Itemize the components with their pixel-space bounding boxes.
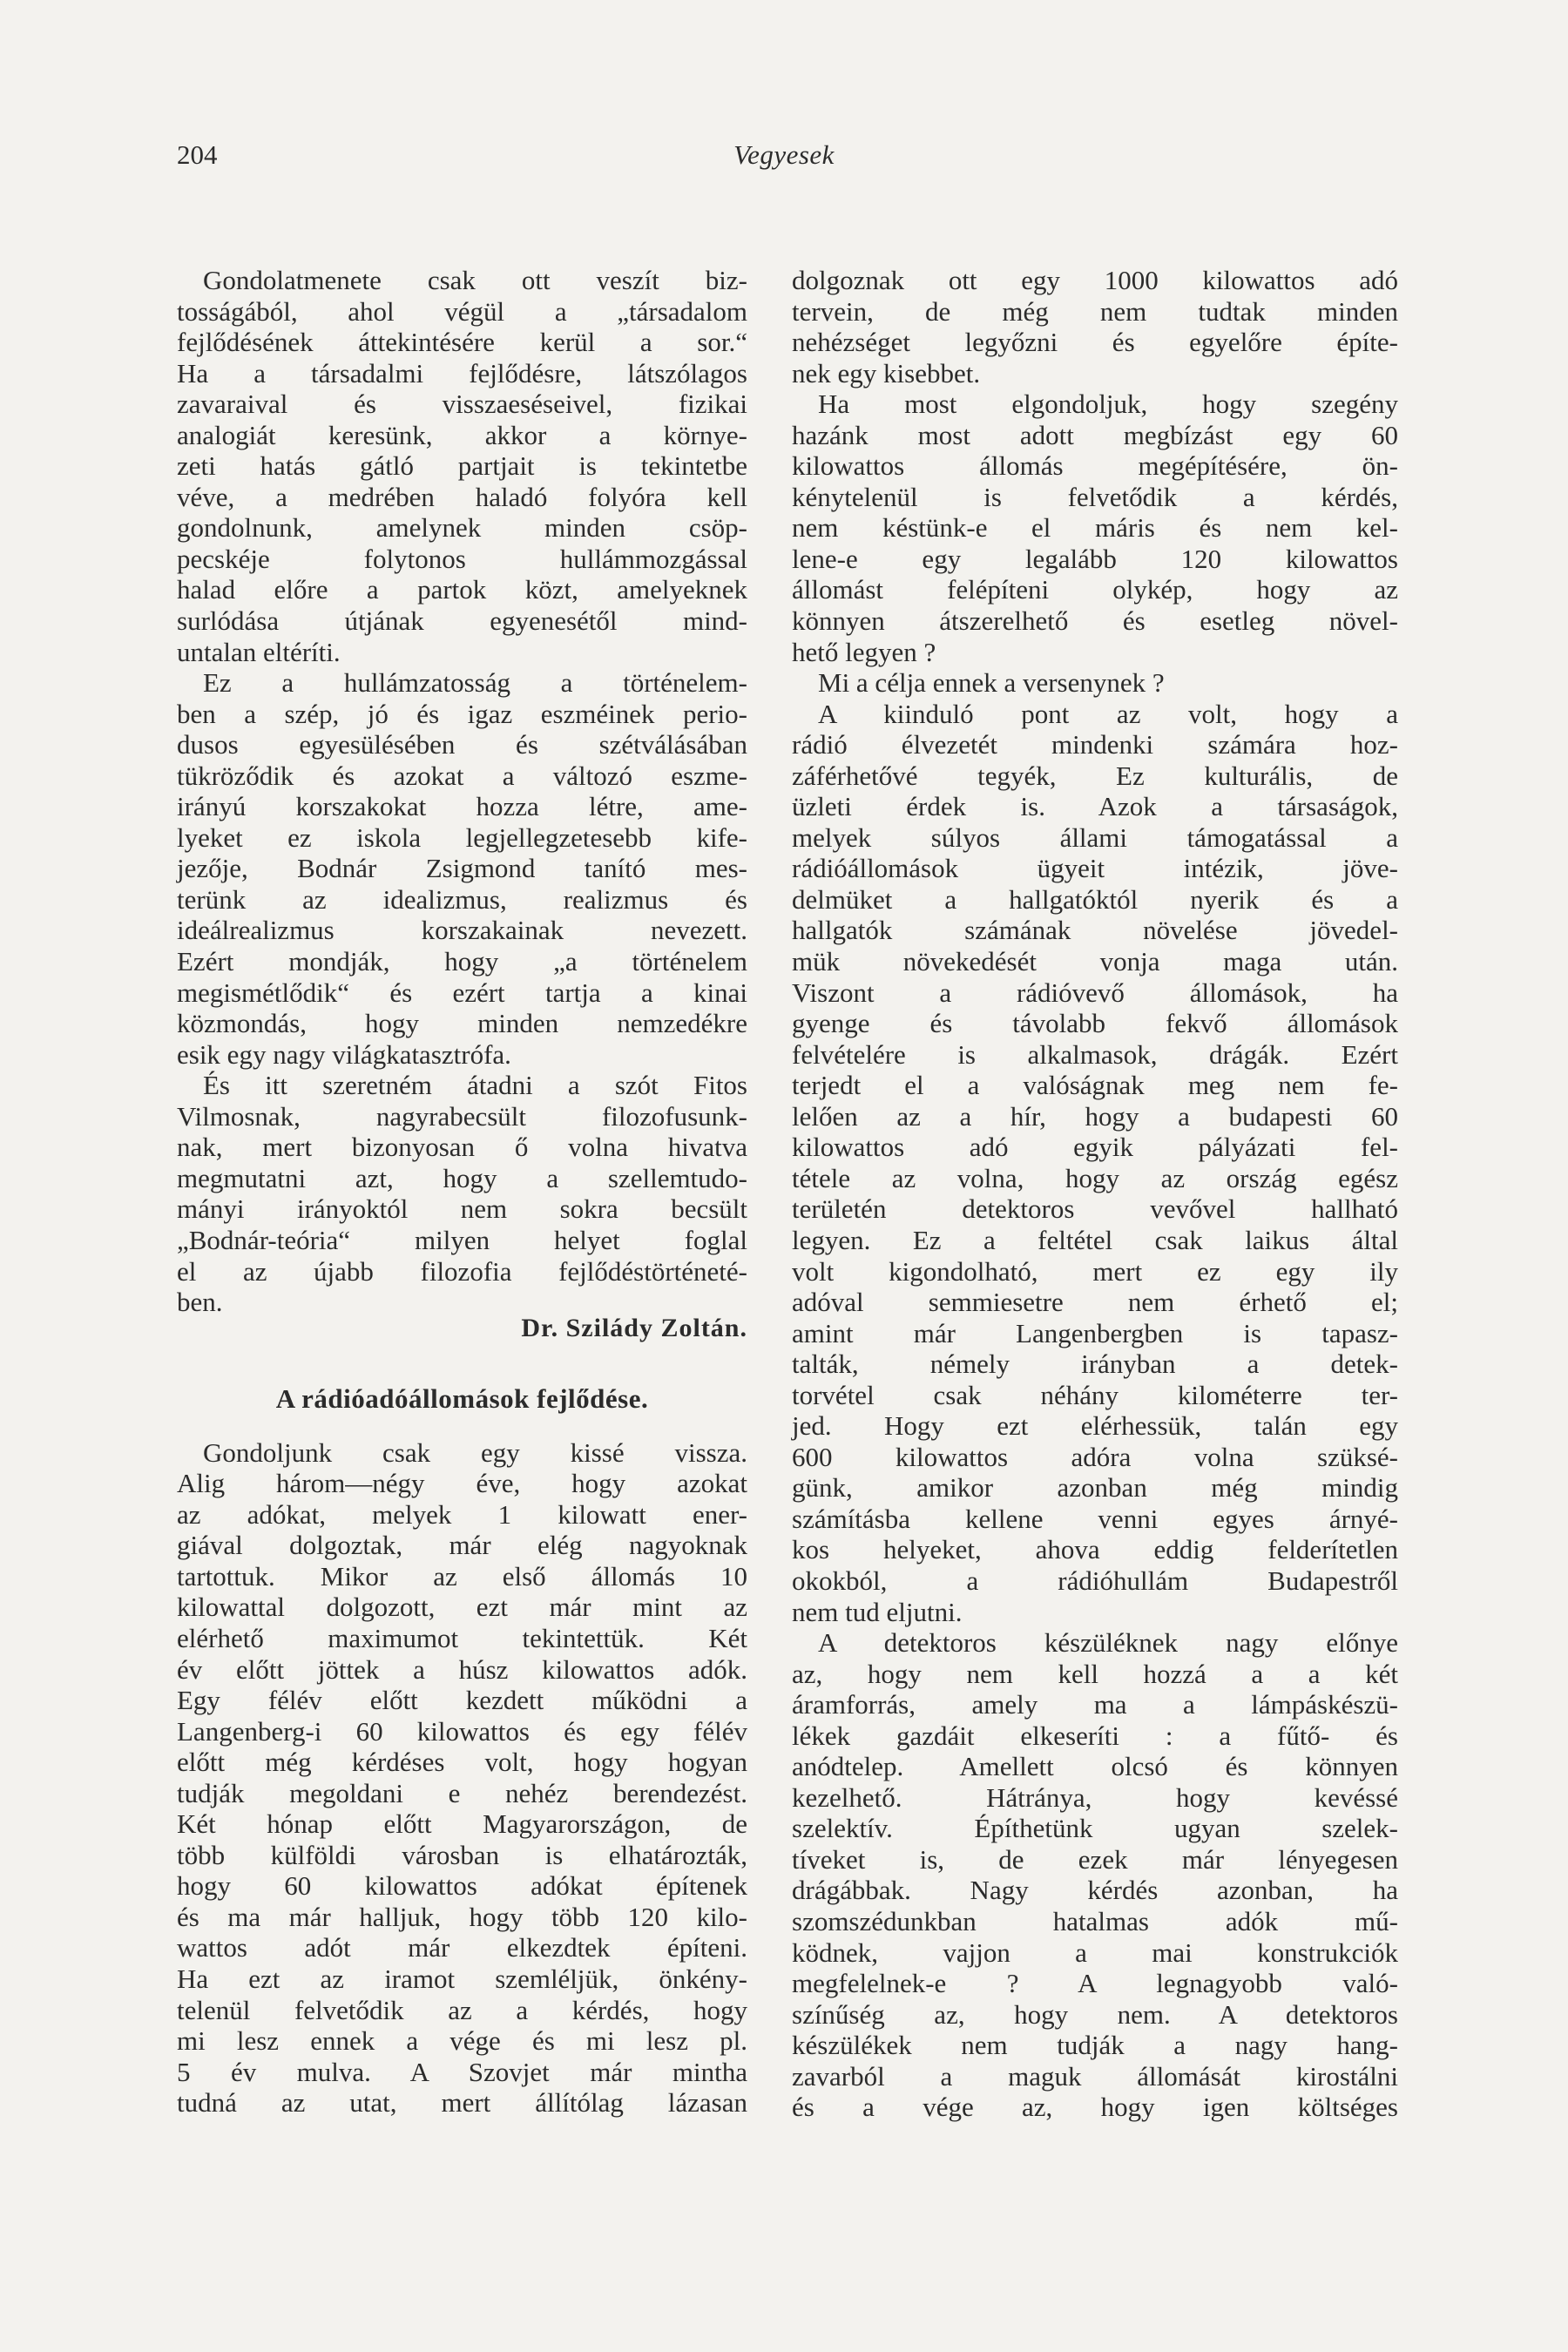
text-line: lékek gazdáit elkeseríti : a fűtő- és: [792, 1720, 1398, 1751]
text-line: Két hónap előtt Magyarországon, de: [177, 1808, 747, 1840]
text-line: Ha ezt az iramot szemléljük, önkény-: [177, 1963, 747, 1994]
paragraph: [792, 699, 1398, 1627]
text-line: gondolnunk, amelynek minden csöp-: [177, 512, 747, 544]
text-line: torvétel csak néhány kilométerre ter-: [792, 1379, 1398, 1410]
text-line: hető legyen ?: [792, 636, 936, 667]
text-line: év előtt jöttek a húsz kilowattos adók.: [177, 1653, 747, 1685]
text-line: zavarból a maguk állomását kirostálni: [792, 2060, 1398, 2092]
text-line: nak, mert bizonyosan ő volna hivatva: [177, 1132, 747, 1163]
text-line: tosságából, ahol végül a „társadalom: [177, 295, 747, 327]
text-line: az adókat, melyek 1 kilowatt ener-: [177, 1498, 747, 1530]
text-line: ben.: [177, 1287, 223, 1318]
text-line: hazánk most adott megbízást egy 60: [792, 419, 1398, 450]
text-line: Gondoljunk csak egy kissé vissza.: [203, 1436, 747, 1468]
text-line: megismétlődik“ és ezért tartja a kinai: [177, 977, 747, 1008]
text-line: és ma már halljuk, hogy több 120 kilo-: [177, 1901, 747, 1932]
article-1-body: [177, 265, 747, 1318]
text-line: talták, némely irányban a detek-: [792, 1348, 1398, 1380]
page-number: 204: [177, 139, 218, 170]
text-line: pecskéje folytonos hullámmozgással: [177, 543, 747, 574]
text-line: adóval semmiesetre nem érhető el;: [792, 1287, 1398, 1318]
text-line: günk, amikor azonban még mindig: [792, 1472, 1398, 1504]
text-line: ben a szép, jó és igaz eszméinek perio-: [177, 698, 747, 729]
text-line: delmüket a hallgatóktól nyerik és a: [792, 883, 1398, 915]
text-line: A detektoros készüléknek nagy előnye: [818, 1627, 1398, 1659]
text-line: telenül felvetődik az a kérdés, hogy: [177, 1994, 747, 2025]
text-line: Gondolatmenete csak ott veszít biz-: [203, 265, 747, 295]
text-line: szelektív. Építhetünk ugyan szelek-: [792, 1813, 1398, 1844]
paragraph: [177, 265, 747, 667]
text-line: untalan eltéríti.: [177, 636, 341, 667]
text-line: surlódása útjának egyenesétől mind-: [177, 605, 747, 637]
text-line: halad előre a partok közt, amelyeknek: [177, 574, 747, 605]
text-line: lelően az a hír, hogy a budapesti 60: [792, 1100, 1398, 1132]
text-line: nem késtünk-e el máris és nem kel-: [792, 512, 1398, 544]
text-line: lyeket ez iskola legjellegzetesebb kife-: [177, 821, 747, 853]
text-line: kénytelenül is felvetődik a kérdés,: [792, 481, 1398, 512]
paragraph: [792, 667, 1398, 699]
text-line: zeti hatás gátló partjait is tekintetbe: [177, 450, 747, 482]
text-line: hallgatók számának növelése jövedel-: [792, 915, 1398, 946]
text-line: Egy félév előtt kezdett működni a: [177, 1685, 747, 1716]
text-line: Langenberg-i 60 kilowattos és egy félév: [177, 1715, 747, 1747]
text-line: Ez a hullámzatosság a történelem-: [203, 667, 747, 699]
text-line: Ha a társadalmi fejlődésre, látszólagos: [177, 357, 747, 389]
text-line: ideálrealizmus korszakainak nevezett.: [177, 915, 747, 946]
text-line: Ha most elgondoljuk, hogy szegény: [818, 389, 1398, 420]
author-signature: Dr. Szilády Zoltán.: [521, 1313, 747, 1342]
text-line: állomást felépíteni olykép, hogy az: [792, 574, 1398, 605]
text-line: És itt szeretném átadni a szót Fitos: [203, 1070, 747, 1101]
text-line: okokból, a rádióhullám Budapestről: [792, 1565, 1398, 1596]
article-2-title: A rádióadóállomások fejlődése.: [275, 1383, 649, 1415]
text-line: készülékek nem tudják a nagy hang-: [792, 2030, 1398, 2061]
text-line: tétele az volna, hogy az ország egész: [792, 1162, 1398, 1193]
text-line: Vilmosnak, nagyrabecsült filozofusunk-: [177, 1100, 747, 1132]
text-line: felvételére is alkalmasok, drágák. Ezért: [792, 1038, 1398, 1070]
text-line: megfelelnek-e ? A legnagyobb való-: [792, 1968, 1398, 1999]
text-line: volt kigondolható, mert ez egy ily: [792, 1255, 1398, 1287]
text-line: kilowattal dolgozott, ezt már mint az: [177, 1592, 747, 1623]
text-line: záférhetővé tegyék, Ez kulturális, de: [792, 760, 1398, 791]
text-line: nem tud eljutni.: [792, 1596, 963, 1627]
text-line: szomszédunkban hatalmas adók mű-: [792, 1905, 1398, 1936]
text-line: közmondás, hogy minden nemzedékre: [177, 1008, 747, 1039]
paragraph: [177, 1437, 747, 2119]
text-line: nehézséget legyőzni és egyelőre építe-: [792, 327, 1398, 358]
text-line: mük növekedését vonja maga után.: [792, 946, 1398, 977]
text-line: Alig három—négy éve, hogy azokat: [177, 1468, 747, 1499]
text-line: esik egy nagy világkatasztrófa.: [177, 1038, 511, 1070]
text-line: jezője, Bodnár Zsigmond tanító mes-: [177, 853, 747, 884]
text-line: Mi a célja ennek a versenynek ?: [818, 667, 1165, 699]
text-line: több külföldi városban is elhatározták,: [177, 1839, 747, 1870]
text-line: el az újabb filozofia fejlődéstörténeté-: [177, 1255, 747, 1287]
text-line: dusos egyesülésében és szétválásában: [177, 729, 747, 760]
text-line: mányi irányoktól nem sokra becsült: [177, 1193, 747, 1225]
text-line: gyenge és távolabb fekvő állomások: [792, 1008, 1398, 1039]
text-line: legyen. Ez a feltétel csak laikus által: [792, 1224, 1398, 1255]
paragraph: [792, 265, 1398, 389]
text-line: kilowattos adó egyik pályázati fel-: [792, 1132, 1398, 1163]
paragraph: [177, 1070, 747, 1317]
text-line: zavaraival és visszaeséseivel, fizikai: [177, 389, 747, 420]
text-line: tartottuk. Mikor az első állomás 10: [177, 1560, 747, 1592]
text-line: mi lesz ennek a vége és mi lesz pl.: [177, 2025, 747, 2057]
text-line: tudják megoldani e nehéz berendezést.: [177, 1777, 747, 1808]
text-line: véve, a medrében haladó folyóra kell: [177, 481, 747, 512]
text-line: kilowattos állomás megépítésére, ön-: [792, 450, 1398, 482]
text-line: ködnek, vajjon a mai konstrukciók: [792, 1936, 1398, 1968]
text-line: „Bodnár-teória“ milyen helyet foglal: [177, 1224, 747, 1255]
text-line: kezelhető. Hátránya, hogy kevéssé: [792, 1781, 1398, 1813]
text-line: áramforrás, amely ma a lámpáskészü-: [792, 1689, 1398, 1720]
text-line: jed. Hogy ezt elérhessük, talán egy: [792, 1410, 1398, 1442]
text-line: rádióállomások ügyeit intézik, jöve-: [792, 853, 1398, 884]
running-title: Vegyesek: [733, 139, 835, 170]
paragraph: [177, 667, 747, 1070]
text-line: tudná az utat, mert állítólag lázasan: [177, 2087, 747, 2119]
text-line: amint már Langenbergben is tapasz-: [792, 1317, 1398, 1348]
text-line: lene-e egy legalább 120 kilowattos: [792, 543, 1398, 574]
text-line: A kiinduló pont az volt, hogy a: [818, 698, 1398, 729]
text-line: az, hogy nem kell hozzá a a két: [792, 1658, 1398, 1689]
text-line: analogiát keresünk, akkor a környe-: [177, 419, 747, 450]
text-line: könnyen átszerelhető és esetleg növel-: [792, 605, 1398, 637]
text-line: melyek súlyos állami támogatással a: [792, 821, 1398, 853]
text-line: előtt még kérdéses volt, hogy hogyan: [177, 1747, 747, 1778]
text-line: kos helyeket, ahova eddig felderítetlen: [792, 1534, 1398, 1565]
paragraph: [792, 1627, 1398, 2123]
text-line: számításba kellene venni egyes árnyé-: [792, 1503, 1398, 1534]
text-line: üzleti érdek is. Azok a társaságok,: [792, 791, 1398, 822]
article-2-body-continued: [792, 265, 1398, 2123]
article-2-body: [177, 1437, 747, 2119]
text-line: terjedt el a valóságnak meg nem fe-: [792, 1070, 1398, 1101]
text-line: tervein, de még nem tudtak minden: [792, 295, 1398, 327]
paragraph: [792, 389, 1398, 667]
text-line: megmutatni azt, hogy a szellemtudo-: [177, 1162, 747, 1193]
text-line: rádió élvezetét mindenki számára hoz-: [792, 729, 1398, 760]
text-line: hogy 60 kilowattos adókat építenek: [177, 1870, 747, 1902]
text-line: elérhető maximumot tekintettük. Két: [177, 1622, 747, 1653]
text-line: 600 kilowattos adóra volna szüksé-: [792, 1441, 1398, 1472]
text-line: és a vége az, hogy igen költséges: [792, 2092, 1398, 2123]
text-line: Ezért mondják, hogy „a történelem: [177, 946, 747, 977]
text-line: giával dolgoztak, már elég nagyoknak: [177, 1530, 747, 1561]
text-line: dolgoznak ott egy 1000 kilowattos adó: [792, 265, 1398, 295]
text-line: tükröződik és azokat a változó eszme-: [177, 760, 747, 791]
right-column: [792, 265, 1398, 2123]
text-line: irányú korszakokat hozza létre, ame-: [177, 791, 747, 822]
text-line: anódtelep. Amellett olcsó és könnyen: [792, 1751, 1398, 1782]
text-line: wattos adót már elkezdtek építeni.: [177, 1932, 747, 1963]
text-line: fejlődésének áttekintésére kerül a sor.“: [177, 327, 747, 358]
text-line: drágábbak. Nagy kérdés azonban, ha: [792, 1875, 1398, 1906]
text-line: nek egy kisebbet.: [792, 357, 981, 389]
text-line: területén detektoros vevővel hallható: [792, 1193, 1398, 1225]
text-line: tíveket is, de ezek már lényegesen: [792, 1843, 1398, 1875]
text-line: színűség az, hogy nem. A detektoros: [792, 1998, 1398, 2030]
text-line: terünk az idealizmus, realizmus és: [177, 883, 747, 915]
text-line: 5 év mulva. A Szovjet már mintha: [177, 2056, 747, 2087]
left-column: [177, 265, 747, 2119]
text-line: Viszont a rádióvevő állomások, ha: [792, 977, 1398, 1008]
